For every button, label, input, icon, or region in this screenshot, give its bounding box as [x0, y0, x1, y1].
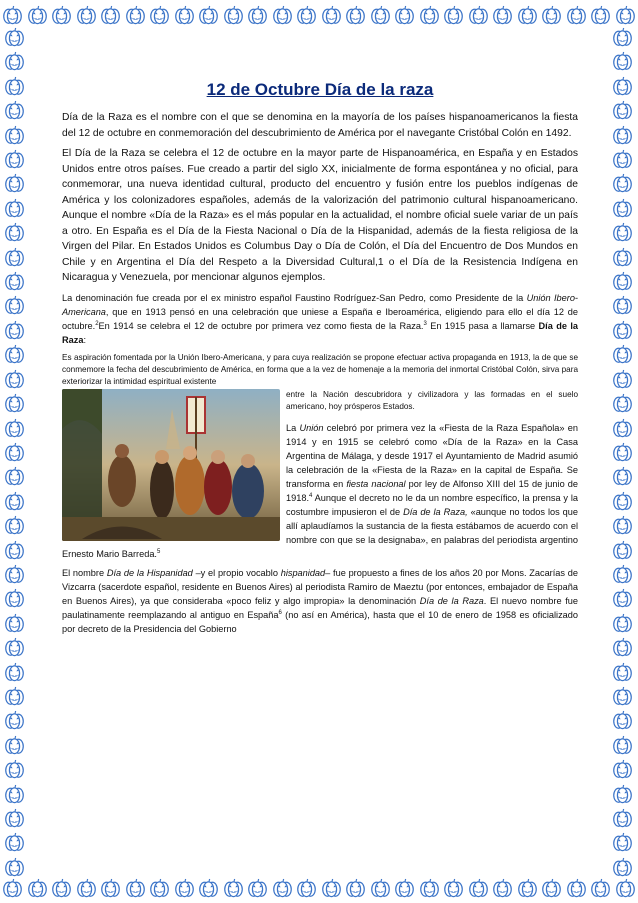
paragraph-hispanidad: El nombre Día de la Hispanidad –y el propio vocablo hispanidad– fue propuesto a fines de los años 20 por Mons. Zacarías de Vizcarra (sacerdote español, residente en Buenos Aires) al periodista Ramiro de Maeztu (por entonces, embajador de España en Buenos Aires), ya que consideraba «poco feliz y algo impropia» la denominación Día de la Raza. El nuevo nombre fue paulatinamente reemplazando al antiguo en España$^6$ (no así en América), hasta que el 10 de enero de 1958 es oficializado por decreto de la Presidencia del Gobierno — [62, 567, 578, 634]
pumpkin-icon — [125, 4, 146, 25]
pumpkin-icon — [612, 392, 633, 413]
pumpkin-icon — [51, 877, 72, 898]
pumpkin-icon — [394, 877, 415, 898]
pumpkin-icon — [76, 877, 97, 898]
pumpkin-icon — [612, 294, 633, 315]
pumpkin-icon — [541, 4, 562, 25]
pumpkin-icon — [394, 4, 415, 25]
decorative-border-right — [612, 4, 634, 899]
pumpkin-icon — [174, 4, 195, 25]
pumpkin-icon — [612, 99, 633, 120]
pumpkin-icon — [4, 221, 25, 242]
pumpkin-icon — [27, 4, 48, 25]
pumpkin-icon — [612, 368, 633, 389]
pumpkin-icon — [247, 4, 268, 25]
pumpkin-icon — [4, 319, 25, 340]
pumpkin-icon — [272, 4, 293, 25]
pumpkin-icon — [321, 877, 342, 898]
pumpkin-icon — [4, 490, 25, 511]
pumpkin-icon — [612, 709, 633, 730]
pumpkin-icon — [612, 612, 633, 633]
pumpkin-icon — [4, 26, 25, 47]
paragraph-history: La Unión celebró por primera vez la «Fiesta de la Raza Española» en 1914 y en 1915 se celebró como «Día de la Raza» en la Casa Argentina de Málaga, y desde 1917 el Ayuntamiento de Madrid asumió la celebración de la «Fiesta de la Raza» en la capital de España. Se transforma en fiesta nacional por ley de Alfonso XIII del 15 de junio de 1918.$^4$ Aunque el decreto no le da un nombre específico, la prensa y la costumbre impusieron el de Día de la Raza, «aunque no todos los que allí aplaudíamos la sustancia de la fiesta estábamos de acuerdo con el nombre con que se la designaba», en palabras del periodista argentino Ernesto Mario Barreda.$^5$ — [62, 422, 578, 559]
pumpkin-icon — [468, 4, 489, 25]
pumpkin-icon — [100, 877, 121, 898]
paragraph-celebration: El Día de la Raza se celebra el 12 de octubre en la mayor parte de Hispanoamérica, en España y en Estados Unidos entre otros países. Fue creado a partir del siglo XX, inicialmente de forma espontánea y no oficial, para conmemorar, una nueva identidad cultural, producto del encuentro y fusión entre los pueblos indígenas de América y los colonizadores españoles, además de la valorización del patrimonio cultural hispanoamericano. Aunque el nombre «Día de la Raza» es el más popular en la actualidad, el nombre oficial suele variar de un país a otro. En España es el Día de la Fiesta Nacional o Día de la Hispanidad, además de la fiesta religiosa de la Virgen del Pilar. En Estados Unidos es Columbus Day o Día de Colón, el Día del Encuentro de Dos Mundos en Chile y en Argentina el Día del Respeto a la Diversidad Cultural,1 o el Día de la Resistencia Indígena en Nicaragua y Venezuela, por mencionar algunos ejemplos. — [62, 148, 578, 283]
pumpkin-icon — [4, 99, 25, 120]
pumpkin-icon — [100, 4, 121, 25]
pumpkin-icon — [612, 26, 633, 47]
pumpkin-icon — [612, 856, 633, 877]
pumpkin-icon — [612, 734, 633, 755]
pumpkin-icon — [125, 877, 146, 898]
pumpkin-icon — [612, 343, 633, 364]
pumpkin-icon — [27, 877, 48, 898]
pumpkin-icon — [612, 831, 633, 852]
pumpkin-icon — [492, 4, 513, 25]
pumpkin-icon — [4, 661, 25, 682]
pumpkin-icon — [51, 4, 72, 25]
pumpkin-icon — [4, 172, 25, 193]
pumpkin-icon — [4, 587, 25, 608]
pumpkin-icon — [4, 539, 25, 560]
paragraph-intro: Día de la Raza es el nombre con el que se denomina en la mayoría de los países hispanoamericanos la fiesta del 12 de octubre en conmemoración del descubrimiento de América por el navegante Cristóbal Colón en 1492. — [62, 112, 578, 139]
pumpkin-icon — [247, 877, 268, 898]
pumpkin-icon — [468, 877, 489, 898]
pumpkin-icon — [612, 807, 633, 828]
pumpkin-icon — [4, 636, 25, 657]
paragraph-origin: La denominación fue creada por el ex ministro español Faustino Rodríguez-San Pedro, como Presidente de la Unión Ibero-Americana, que en 1913 pensó en una celebración que uniese a España e Iberoamérica, eligiendo para ello el día 12 de octubre.$^2$En 1914 se celebra el 12 de octubre por primera vez como fiesta de la Raza.$^3$ En 1915 pasa a llamarse Día de la Raza: — [62, 292, 578, 345]
pumpkin-icon — [612, 563, 633, 584]
pumpkin-icon — [4, 368, 25, 389]
pumpkin-icon — [612, 490, 633, 511]
pumpkin-icon — [443, 877, 464, 898]
decorative-border-left — [4, 4, 26, 899]
pumpkin-icon — [4, 734, 25, 755]
document-body — [62, 80, 578, 641]
pumpkin-icon — [612, 783, 633, 804]
pumpkin-icon — [149, 4, 170, 25]
pumpkin-icon — [612, 465, 633, 486]
pumpkin-icon — [612, 172, 633, 193]
pumpkin-icon — [590, 877, 611, 898]
pumpkin-icon — [590, 4, 611, 25]
pumpkin-icon — [370, 877, 391, 898]
pumpkin-icon — [4, 709, 25, 730]
pumpkin-icon — [443, 4, 464, 25]
pumpkin-icon — [345, 877, 366, 898]
pumpkin-icon — [4, 685, 25, 706]
pumpkin-icon — [223, 877, 244, 898]
pumpkin-icon — [4, 612, 25, 633]
pumpkin-icon — [321, 4, 342, 25]
pumpkin-icon — [612, 636, 633, 657]
pumpkin-icon — [612, 319, 633, 340]
pumpkin-icon — [4, 343, 25, 364]
pumpkin-icon — [174, 877, 195, 898]
pumpkin-icon — [517, 877, 538, 898]
pumpkin-icon — [612, 587, 633, 608]
pumpkin-icon — [4, 392, 25, 413]
pumpkin-icon — [4, 417, 25, 438]
pumpkin-icon — [612, 514, 633, 535]
quote-block: Es aspiración fomentada por la Unión Ibero-Americana, y para cuya realización se propone efectuar activa propaganda en 1913, la de que se conmemore la fecha del descubrimiento de América, en forma que a la vez de homenaje a la memoria del inmortal Cristóbal Colón, sirva para exteriorizar la intimidad espiritual existente — [62, 352, 578, 386]
pumpkin-icon — [4, 75, 25, 96]
pumpkin-icon — [296, 4, 317, 25]
pumpkin-icon — [345, 4, 366, 25]
pumpkin-icon — [223, 4, 244, 25]
pumpkin-icon — [612, 539, 633, 560]
decorative-border-top — [0, 4, 638, 26]
pumpkin-icon — [612, 148, 633, 169]
pumpkin-icon — [566, 4, 587, 25]
pumpkin-icon — [566, 877, 587, 898]
pumpkin-icon — [4, 246, 25, 267]
pumpkin-icon — [612, 75, 633, 96]
pumpkin-icon — [612, 50, 633, 71]
decorative-border-bottom — [0, 877, 638, 899]
pumpkin-icon — [419, 4, 440, 25]
pumpkin-icon — [612, 417, 633, 438]
pumpkin-icon — [4, 856, 25, 877]
pumpkin-icon — [4, 807, 25, 828]
pumpkin-icon — [4, 294, 25, 315]
pumpkin-icon — [149, 877, 170, 898]
pumpkin-icon — [4, 758, 25, 779]
pumpkin-icon — [612, 441, 633, 462]
pumpkin-icon — [4, 783, 25, 804]
pumpkin-icon — [517, 4, 538, 25]
pumpkin-icon — [4, 563, 25, 584]
pumpkin-icon — [541, 877, 562, 898]
pumpkin-icon — [612, 124, 633, 145]
page-title: 12 de Octubre Día de la raza — [206, 80, 434, 99]
pumpkin-icon — [612, 270, 633, 291]
pumpkin-icon — [612, 758, 633, 779]
quote-continuation: entre la Nación descubridora y civilizadora y las formadas en el suelo americano, hoy prósperos Estados. — [286, 389, 578, 411]
figure-section — [62, 389, 578, 566]
pumpkin-icon — [419, 877, 440, 898]
pumpkin-icon — [272, 877, 293, 898]
pumpkin-icon — [4, 465, 25, 486]
painting-image — [62, 389, 280, 541]
pumpkin-icon — [296, 877, 317, 898]
pumpkin-icon — [4, 831, 25, 852]
pumpkin-icon — [612, 685, 633, 706]
pumpkin-icon — [4, 270, 25, 291]
pumpkin-icon — [76, 4, 97, 25]
pumpkin-icon — [198, 4, 219, 25]
pumpkin-icon — [492, 877, 513, 898]
pumpkin-icon — [612, 197, 633, 218]
pumpkin-icon — [612, 661, 633, 682]
pumpkin-icon — [612, 221, 633, 242]
pumpkin-icon — [4, 441, 25, 462]
pumpkin-icon — [198, 877, 219, 898]
pumpkin-icon — [612, 246, 633, 267]
pumpkin-icon — [4, 148, 25, 169]
pumpkin-icon — [4, 514, 25, 535]
pumpkin-icon — [4, 124, 25, 145]
pumpkin-icon — [4, 197, 25, 218]
pumpkin-icon — [4, 50, 25, 71]
pumpkin-icon — [370, 4, 391, 25]
